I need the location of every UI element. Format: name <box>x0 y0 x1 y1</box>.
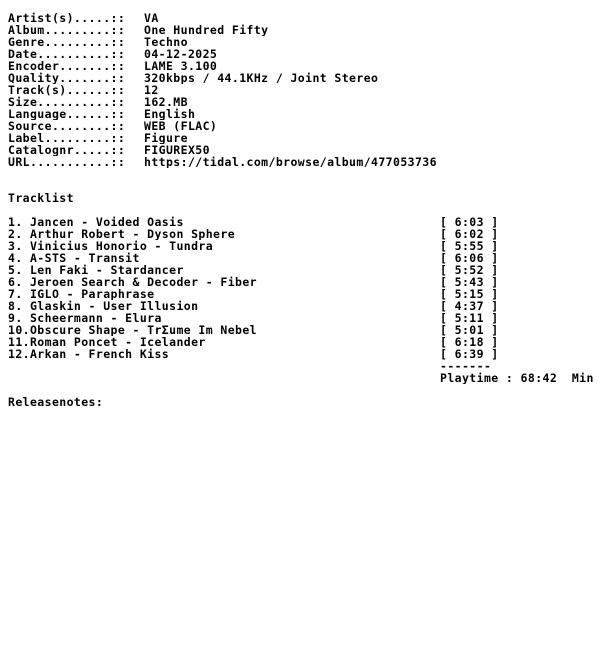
track-row <box>8 300 608 312</box>
track-row <box>8 252 608 264</box>
spacer <box>8 168 608 180</box>
meta-key: Label.........:: <box>8 132 126 144</box>
nfo-text-document <box>8 12 608 408</box>
meta-size <box>8 96 608 108</box>
track-duration: [ 5:55 ] <box>440 240 499 252</box>
track-title: 6. Jeroen Search & Decoder - Fiber <box>8 276 258 288</box>
meta-key: Quality.......:: <box>8 72 126 84</box>
meta-value: FIGUREX50 <box>144 144 210 156</box>
tracklist <box>8 216 608 360</box>
spacer <box>8 180 608 192</box>
track-duration: [ 5:43 ] <box>440 276 499 288</box>
meta-source <box>8 120 608 132</box>
meta-tracks <box>8 84 608 96</box>
meta-value: 04-12-2025 <box>144 48 218 60</box>
track-duration: [ 6:39 ] <box>440 348 499 360</box>
meta-artist <box>8 12 608 24</box>
meta-key: Catalognr.....:: <box>8 144 126 156</box>
meta-value: Techno <box>144 36 188 48</box>
meta-key: Genre.........:: <box>8 36 126 48</box>
meta-key: Track(s)......:: <box>8 84 126 96</box>
track-duration: [ 6:03 ] <box>440 216 499 228</box>
meta-label <box>8 132 608 144</box>
track-duration: [ 5:01 ] <box>440 324 499 336</box>
track-title: 2. Arthur Robert - Dyson Sphere <box>8 228 236 240</box>
meta-value: One Hundred Fifty <box>144 24 269 36</box>
track-row <box>8 288 608 300</box>
meta-value: 162.MB <box>144 96 188 108</box>
meta-value: 320kbps / 44.1KHz / Joint Stereo <box>144 72 379 84</box>
tracklist-heading: Tracklist <box>8 192 74 204</box>
meta-key: Source........:: <box>8 120 126 132</box>
track-title: 5. Len Faki - Stardancer <box>8 264 184 276</box>
meta-key: Date..........:: <box>8 48 126 60</box>
meta-value: Figure <box>144 132 188 144</box>
meta-genre <box>8 36 608 48</box>
track-title: 9. Scheermann - Elura <box>8 312 162 324</box>
track-row <box>8 240 608 252</box>
track-duration: [ 5:11 ] <box>440 312 499 324</box>
meta-url-value: https://tidal.com/browse/album/477053736 <box>144 156 437 168</box>
meta-language <box>8 108 608 120</box>
track-row <box>8 336 608 348</box>
track-duration: [ 4:37 ] <box>440 300 499 312</box>
track-row <box>8 276 608 288</box>
releasenotes-heading: Releasenotes: <box>8 396 104 408</box>
meta-quality <box>8 72 608 84</box>
track-duration: [ 5:52 ] <box>440 264 499 276</box>
meta-album <box>8 24 608 36</box>
track-title: 1. Jancen - Voided Oasis <box>8 216 184 228</box>
track-title: 7. IGLO - Paraphrase <box>8 288 155 300</box>
track-row <box>8 216 608 228</box>
meta-key: URL...........:: <box>8 156 126 168</box>
metadata-block <box>8 12 608 168</box>
meta-key: Album.........:: <box>8 24 126 36</box>
track-duration: [ 6:02 ] <box>440 228 499 240</box>
track-duration: [ 6:06 ] <box>440 252 499 264</box>
meta-value: VA <box>144 12 159 24</box>
track-title: 8. Glaskin - User Illusion <box>8 300 199 312</box>
total-separator: ------- <box>440 360 492 372</box>
track-duration: [ 5:15 ] <box>440 288 499 300</box>
spacer <box>8 384 608 396</box>
meta-encoder <box>8 60 608 72</box>
track-title: 4. A-STS - Transit <box>8 252 140 264</box>
meta-key: Encoder.......:: <box>8 60 126 72</box>
track-title: 3. Vinicius Honorio - Tundra <box>8 240 214 252</box>
spacer <box>8 204 608 216</box>
track-row <box>8 228 608 240</box>
meta-key: Size..........:: <box>8 96 126 108</box>
meta-date <box>8 48 608 60</box>
track-duration: [ 6:18 ] <box>440 336 499 348</box>
track-row <box>8 348 608 360</box>
meta-key: Artist(s).....:: <box>8 12 126 24</box>
meta-value: English <box>144 108 196 120</box>
track-row <box>8 312 608 324</box>
meta-key: Language......:: <box>8 108 126 120</box>
meta-catalognr <box>8 144 608 156</box>
meta-value: WEB (FLAC) <box>144 120 218 132</box>
meta-value: 12 <box>144 84 159 96</box>
meta-value: LAME 3.100 <box>144 60 218 72</box>
meta-url <box>8 156 608 168</box>
track-title: 10.Obscure Shape - TrΣume Im Nebel <box>8 324 258 336</box>
track-title: 12.Arkan - French Kiss <box>8 348 170 360</box>
track-title: 11.Roman Poncet - Icelander <box>8 336 206 348</box>
playtime-total: Playtime : 68:42 Min <box>440 372 594 384</box>
track-row <box>8 324 608 336</box>
track-row <box>8 264 608 276</box>
